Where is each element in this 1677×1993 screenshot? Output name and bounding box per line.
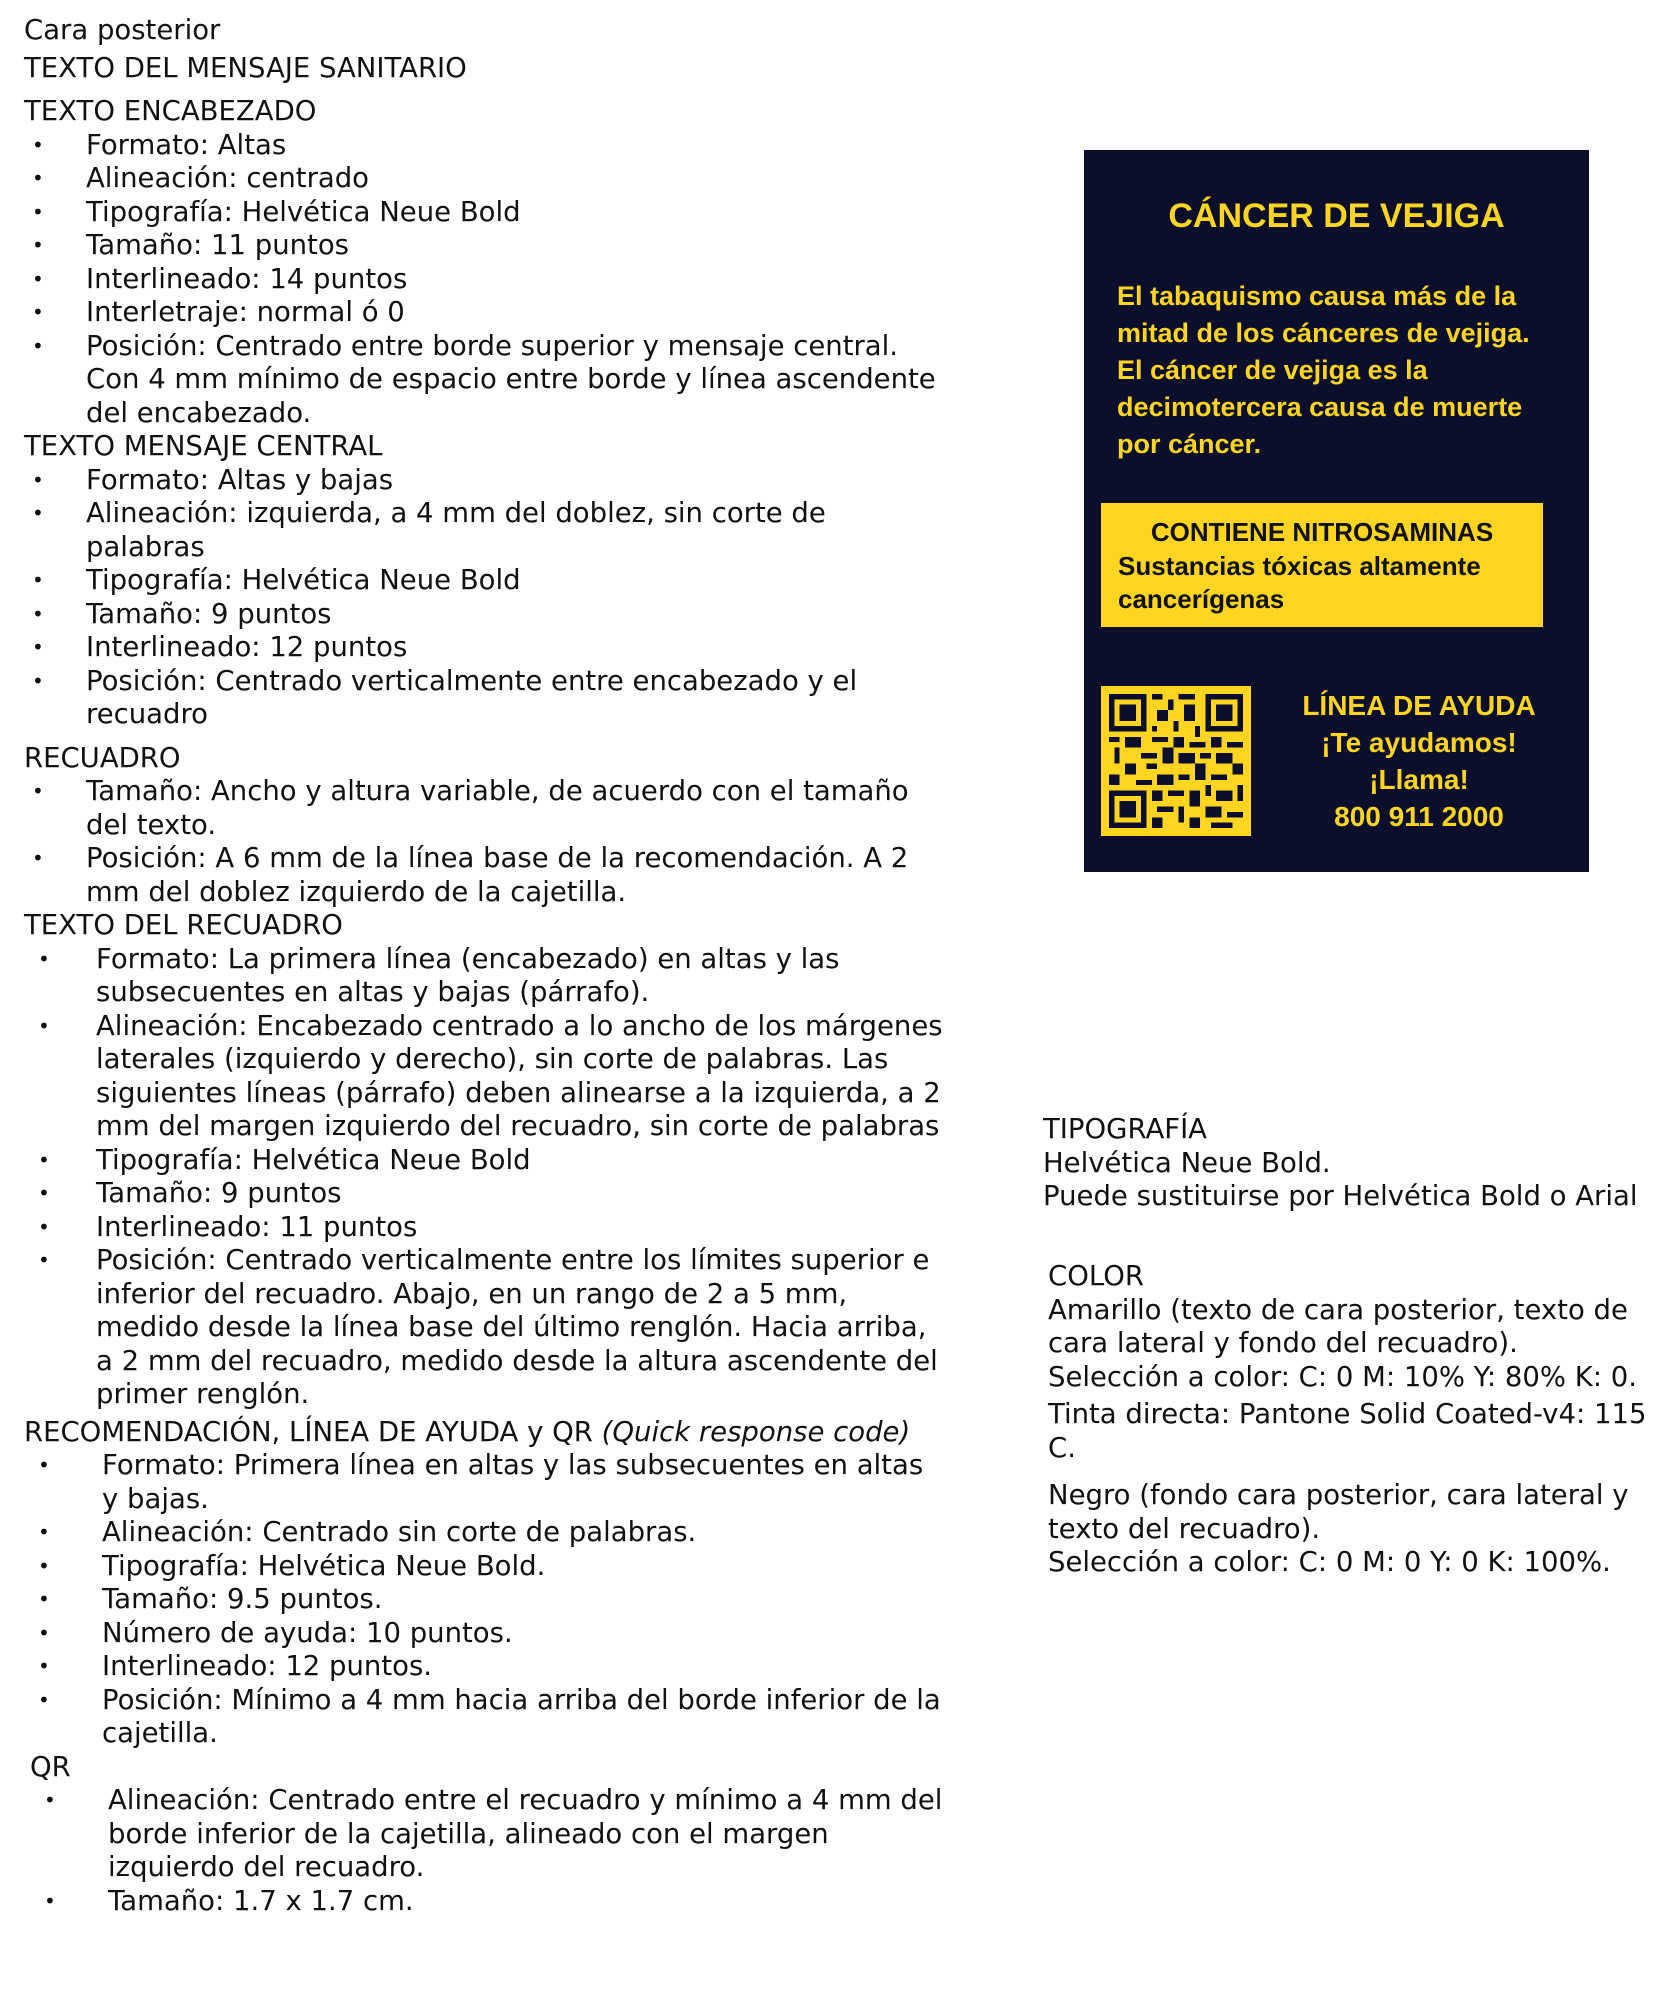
recomendacion-heading-text: RECOMENDACIÓN, LÍNEA DE AYUDA y QR <box>24 1415 593 1448</box>
tipografia-line2: Puede sustituirse por Helvética Bold o Arial <box>1043 1180 1638 1212</box>
list-item: • Formato: Altas <box>24 129 944 163</box>
helpline-line2: ¡Llama! <box>1369 764 1469 795</box>
list-item: • Alineación: centrado <box>24 162 944 196</box>
cara-label: Cara posterior <box>24 14 221 46</box>
list-item: • Tipografía: Helvética Neue Bold. <box>24 1550 944 1584</box>
texto-recuadro-list <box>24 943 944 1412</box>
helpline-title: LÍNEA DE AYUDA <box>1302 690 1536 721</box>
list-item: • Alineación: Encabezado centrado a lo ancho de los márgenes laterales (izquierdo y derecho), sin corte de palabras. Las siguientes líneas (párrafo) deben alinearse a la izquierda, a 2 mm del margen izquierdo del recuadro, sin corte de palabras <box>24 1010 944 1144</box>
list-item: • Posición: Centrado verticalmente entre los límites superior e inferior del recuadro. Abajo, en un rango de 2 a 5 mm, medido desde la línea base del último renglón. Hacia arriba, a 2 mm del recuadro, medido desde la altura ascendente del primer renglón. <box>24 1244 944 1412</box>
texto-recuadro-heading: TEXTO DEL RECUADRO <box>24 909 343 941</box>
list-item: • Número de ayuda: 10 puntos. <box>24 1617 944 1651</box>
panel-title: CÁNCER DE VEJIGA <box>1168 197 1505 235</box>
color-heading: COLOR <box>1048 1260 1144 1292</box>
list-item: • Tamaño: 9 puntos <box>24 1177 944 1211</box>
box-title: CONTIENE NITROSAMINAS <box>1150 517 1494 547</box>
box-text: Sustancias tóxicas altamente cancerígenas <box>1118 551 1481 614</box>
tipografia-heading: TIPOGRAFÍA <box>1043 1113 1207 1145</box>
list-item: • Alineación: Centrado entre el recuadro y mínimo a 4 mm del borde inferior de la cajetilla, alineado con el margen izquierdo del recuadro. <box>30 1784 944 1885</box>
warning-panel <box>1084 150 1589 872</box>
encabezado-heading: TEXTO ENCABEZADO <box>24 95 317 127</box>
list-item: • Interlineado: 14 puntos <box>24 263 944 297</box>
mensaje-heading: TEXTO DEL MENSAJE SANITARIO <box>24 51 467 84</box>
panel-message: El tabaquismo causa más de la mitad de los cánceres de vejiga. El cáncer de vejiga es la decimotercera causa de muerte por cáncer. <box>1117 281 1530 459</box>
helpline-phone: 800 911 2000 <box>1334 801 1504 832</box>
list-item: • Interlineado: 12 puntos. <box>24 1650 944 1684</box>
spec-column <box>24 14 944 1918</box>
recomendacion-list <box>24 1449 944 1751</box>
list-item: • Tamaño: 9 puntos <box>24 598 944 632</box>
encabezado-list <box>24 129 944 431</box>
nitrosaminas-box <box>1101 503 1543 627</box>
list-item: • Tipografía: Helvética Neue Bold <box>24 1144 944 1178</box>
central-heading: TEXTO MENSAJE CENTRAL <box>24 430 383 462</box>
recuadro-list <box>24 775 944 909</box>
list-item: • Interlineado: 11 puntos <box>24 1211 944 1245</box>
color-amarillo-seleccion: Selección a color: C: 0 M: 10% Y: 80% K: 0. <box>1048 1360 1637 1393</box>
list-item: • Posición: Centrado entre borde superior y mensaje central. Con 4 mm mínimo de espacio entre borde y línea ascendente del encabezado. <box>24 330 944 431</box>
list-item: • Formato: La primera línea (encabezado) en altas y las subsecuentes en altas y bajas (párrafo). <box>24 943 944 1010</box>
list-item: • Alineación: Centrado sin corte de palabras. <box>24 1516 944 1550</box>
color-amarillo: Amarillo (texto de cara posterior, texto de cara lateral y fondo del recuadro). <box>1048 1293 1628 1359</box>
helpline <box>1284 687 1554 835</box>
list-item: • Alineación: izquierda, a 4 mm del doblez, sin corte de palabras <box>24 497 944 564</box>
list-item: • Tamaño: 9.5 puntos. <box>24 1583 944 1617</box>
tipografia-line1: Helvética Neue Bold. <box>1043 1146 1331 1179</box>
list-item: • Formato: Primera línea en altas y las subsecuentes en altas y bajas. <box>24 1449 944 1516</box>
list-item: • Tamaño: Ancho y altura variable, de acuerdo con el tamaño del texto. <box>24 775 944 842</box>
list-item: • Tipografía: Helvética Neue Bold <box>24 564 944 598</box>
central-list <box>24 464 944 732</box>
color-section <box>1048 1260 1668 1580</box>
list-item: • Interlineado: 12 puntos <box>24 631 944 665</box>
color-negro: Negro (fondo cara posterior, cara lateral y texto del recuadro). <box>1048 1479 1629 1545</box>
color-negro-seleccion: Selección a color: C: 0 M: 0 Y: 0 K: 100%. <box>1048 1546 1611 1578</box>
qr-code-icon <box>1101 686 1251 836</box>
helpline-line1: ¡Te ayudamos! <box>1321 727 1517 758</box>
list-item: • Posición: Centrado verticalmente entre encabezado y el recuadro <box>24 665 944 732</box>
qr-heading: QR <box>30 1750 71 1783</box>
qr-list <box>24 1784 944 1918</box>
list-item: • Tamaño: 11 puntos <box>24 229 944 263</box>
tipografia-section <box>1043 1113 1663 1214</box>
list-item: • Tipografía: Helvética Neue Bold <box>24 196 944 230</box>
recomendacion-heading-italic: (Quick response code) <box>601 1415 911 1448</box>
recomendacion-heading <box>24 1416 944 1450</box>
color-amarillo-tinta: Tinta directa: Pantone Solid Coated-v4: 115 C. <box>1048 1398 1647 1464</box>
recuadro-heading: RECUADRO <box>24 741 181 774</box>
list-item: • Formato: Altas y bajas <box>24 464 944 498</box>
list-item: • Tamaño: 1.7 x 1.7 cm. <box>30 1885 944 1919</box>
list-item: • Interletraje: normal ó 0 <box>24 296 944 330</box>
list-item: • Posición: Mínimo a 4 mm hacia arriba del borde inferior de la cajetilla. <box>24 1684 944 1751</box>
list-item: • Posición: A 6 mm de la línea base de la recomendación. A 2 mm del doblez izquierdo de la cajetilla. <box>24 842 944 909</box>
